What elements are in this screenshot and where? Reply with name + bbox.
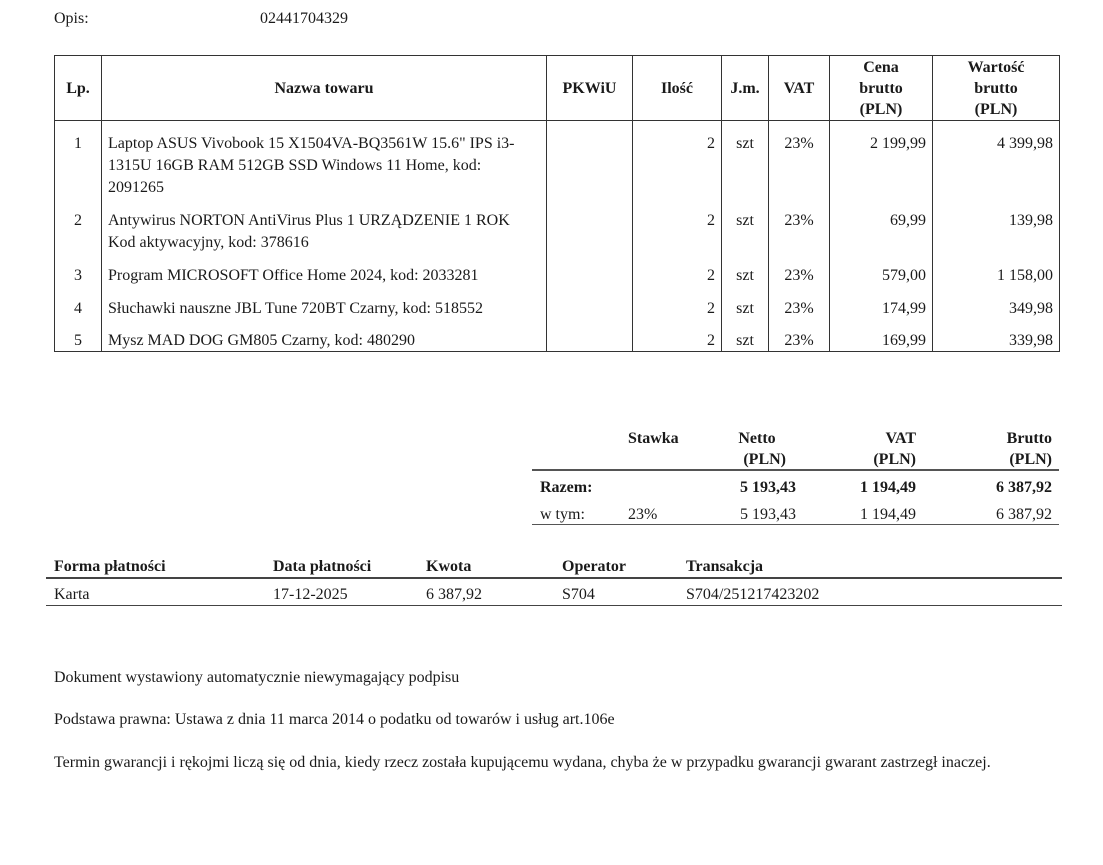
table-row	[55, 320, 1060, 352]
summary-divider	[532, 469, 1059, 471]
cell-qty: 2	[633, 287, 722, 320]
cell-unit: szt	[722, 287, 769, 320]
cell-unit: szt	[722, 199, 769, 254]
cell-vat: 23%	[769, 287, 830, 320]
header-value-line1: Wartość	[967, 58, 1025, 76]
payment-header-transaction: Transakcja	[686, 558, 764, 575]
header-value	[933, 56, 1060, 121]
cell-vat: 23%	[769, 320, 830, 352]
payment-transaction: S704/251217423202	[686, 586, 820, 603]
cell-qty: 2	[633, 121, 722, 200]
cell-unit: szt	[722, 320, 769, 352]
cell-unit: szt	[722, 254, 769, 287]
summary-header-vat-line1: VAT	[885, 430, 916, 447]
note-warranty: Termin gwarancji i rękojmi liczą się od dnia, kiedy rzecz została kupującemu wydana, chyba że w przypadku gwarancji gwarant zastrzegł inaczej.	[54, 754, 991, 771]
cell-lp: 2	[55, 199, 102, 254]
summary-total-vat: 1 194,49	[860, 479, 916, 496]
payment-operator: S704	[562, 586, 595, 603]
cell-name: Mysz MAD DOG GM805 Czarny, kod: 480290	[102, 320, 547, 352]
cell-qty: 2	[633, 320, 722, 352]
summary-breakdown-vat: 1 194,49	[860, 506, 916, 523]
header-vat: VAT	[769, 56, 830, 121]
items-header-row	[55, 56, 1060, 121]
cell-lp: 1	[55, 121, 102, 200]
payment-bottom-divider	[46, 605, 1062, 606]
table-row	[55, 121, 1060, 200]
note-auto-document: Dokument wystawiony automatycznie niewymagający podpisu	[54, 669, 460, 686]
summary-total-net: 5 193,43	[740, 479, 796, 496]
cell-price: 174,99	[830, 287, 933, 320]
cell-lp: 3	[55, 254, 102, 287]
cell-pkwiu	[547, 121, 633, 200]
summary-header-gross-line2: (PLN)	[1009, 451, 1052, 468]
summary-breakdown-rate: 23%	[628, 506, 658, 523]
payment-amount: 6 387,92	[426, 586, 482, 603]
cell-vat: 23%	[769, 199, 830, 254]
cell-vat: 23%	[769, 254, 830, 287]
cell-price: 579,00	[830, 254, 933, 287]
summary-header-net	[700, 428, 786, 470]
summary-header-vat-line2: (PLN)	[873, 451, 916, 468]
header-price-line3: (PLN)	[859, 100, 903, 118]
summary-header-gross	[960, 428, 1052, 470]
payment-header-amount: Kwota	[426, 558, 472, 575]
payment-header-operator: Operator	[562, 558, 626, 575]
opis-label: Opis:	[54, 10, 89, 27]
header-lp: Lp.	[55, 56, 102, 121]
cell-price: 69,99	[830, 199, 933, 254]
payment-header-date: Data płatności	[273, 558, 372, 575]
header-price-line2: brutto	[859, 79, 903, 97]
summary-total-gross: 6 387,92	[996, 479, 1052, 496]
opis-value: 02441704329	[260, 10, 348, 27]
summary-header-rate: Stawka	[628, 430, 679, 447]
cell-name: Program MICROSOFT Office Home 2024, kod: 2033281	[102, 254, 547, 287]
header-unit: J.m.	[722, 56, 769, 121]
cell-value: 339,98	[933, 320, 1060, 352]
summary-header-gross-line1: Brutto	[1006, 430, 1052, 447]
header-value-line3: (PLN)	[974, 100, 1018, 118]
note-legal-basis: Podstawa prawna: Ustawa z dnia 11 marca 2014 o podatku od towarów i usług art.106e	[54, 711, 615, 728]
cell-price: 169,99	[830, 320, 933, 352]
items-table	[54, 55, 1060, 352]
cell-qty: 2	[633, 254, 722, 287]
summary-header-net-line2: (PLN)	[743, 451, 786, 468]
table-row	[55, 199, 1060, 254]
header-name: Nazwa towaru	[102, 56, 547, 121]
cell-pkwiu	[547, 254, 633, 287]
cell-value: 4 399,98	[933, 121, 1060, 200]
summary-total-label: Razem:	[540, 479, 593, 496]
cell-pkwiu	[547, 287, 633, 320]
payment-date: 17-12-2025	[273, 586, 348, 603]
summary-header-net-line1: Netto	[738, 430, 776, 447]
summary-breakdown-gross: 6 387,92	[996, 506, 1052, 523]
cell-name: Laptop ASUS Vivobook 15 X1504VA-BQ3561W 15.6" IPS i3-1315U 16GB RAM 512GB SSD Windows 11 Home, kod: 2091265	[102, 121, 547, 200]
cell-price: 2 199,99	[830, 121, 933, 200]
cell-qty: 2	[633, 199, 722, 254]
summary-breakdown-label: w tym:	[540, 506, 585, 523]
table-row	[55, 254, 1060, 287]
cell-value: 139,98	[933, 199, 1060, 254]
table-row	[55, 287, 1060, 320]
summary-header-vat	[830, 428, 916, 470]
cell-pkwiu	[547, 199, 633, 254]
cell-value: 1 158,00	[933, 254, 1060, 287]
payment-divider	[46, 577, 1062, 579]
cell-lp: 5	[55, 320, 102, 352]
cell-pkwiu	[547, 320, 633, 352]
summary-bottom-divider	[532, 524, 1059, 525]
header-price-line1: Cena	[863, 58, 899, 76]
cell-vat: 23%	[769, 121, 830, 200]
payment-method: Karta	[54, 586, 90, 603]
cell-name: Słuchawki nauszne JBL Tune 720BT Czarny, kod: 518552	[102, 287, 547, 320]
summary-breakdown-net: 5 193,43	[740, 506, 796, 523]
header-pkwiu: PKWiU	[547, 56, 633, 121]
cell-lp: 4	[55, 287, 102, 320]
cell-value: 349,98	[933, 287, 1060, 320]
cell-name: Antywirus NORTON AntiVirus Plus 1 URZĄDZENIE 1 ROK Kod aktywacyjny, kod: 378616	[102, 199, 547, 254]
header-value-line2: brutto	[974, 79, 1018, 97]
header-price	[830, 56, 933, 121]
cell-unit: szt	[722, 121, 769, 200]
header-qty: Ilość	[633, 56, 722, 121]
payment-header-method: Forma płatności	[54, 558, 166, 575]
